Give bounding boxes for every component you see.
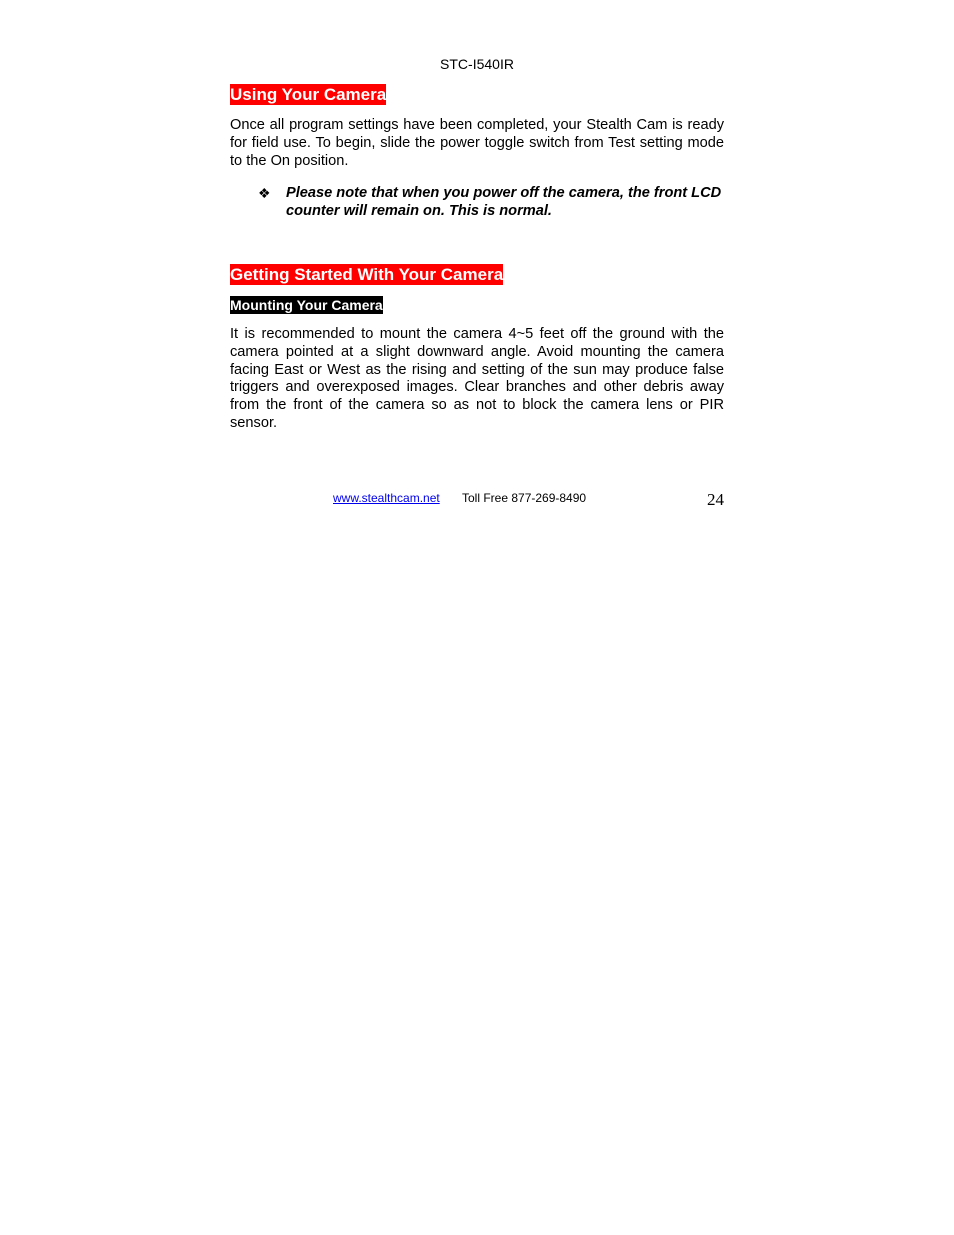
diamond-bullet-icon: ❖ [258,185,271,201]
page-number: 24 [707,490,724,509]
manual-page [230,0,724,1235]
note-block [258,184,724,220]
page-footer [230,490,724,512]
toll-free-number: Toll Free 877-269-8490 [462,491,587,505]
power-off-note: Please note that when you power off the camera, the front LCD counter will remain on. This is normal. [286,185,722,219]
section-heading-getting-started: Getting Started With Your Camera [230,265,504,284]
mounting-paragraph: It is recommended to mount the camera 4~5 feet off the ground with the camera pointed at a slight downward angle. Avoid mounting the camera facing East or West as the rising and setting of the sun may produce false triggers and overexposed images. Clear branches and other debris away from the front of the camera so as not to block the camera lens or PIR sensor. [230,326,724,431]
model-header: STC-I540IR [440,56,514,72]
section-heading-using-camera: Using Your Camera [230,85,387,104]
subheading-mounting-camera: Mounting Your Camera [230,297,383,313]
website-link[interactable]: www.stealthcam.net [333,491,440,505]
using-camera-paragraph: Once all program settings have been completed, your Stealth Cam is ready for field use. To begin, slide the power toggle switch from Test setting mode to the On position. [230,117,724,169]
